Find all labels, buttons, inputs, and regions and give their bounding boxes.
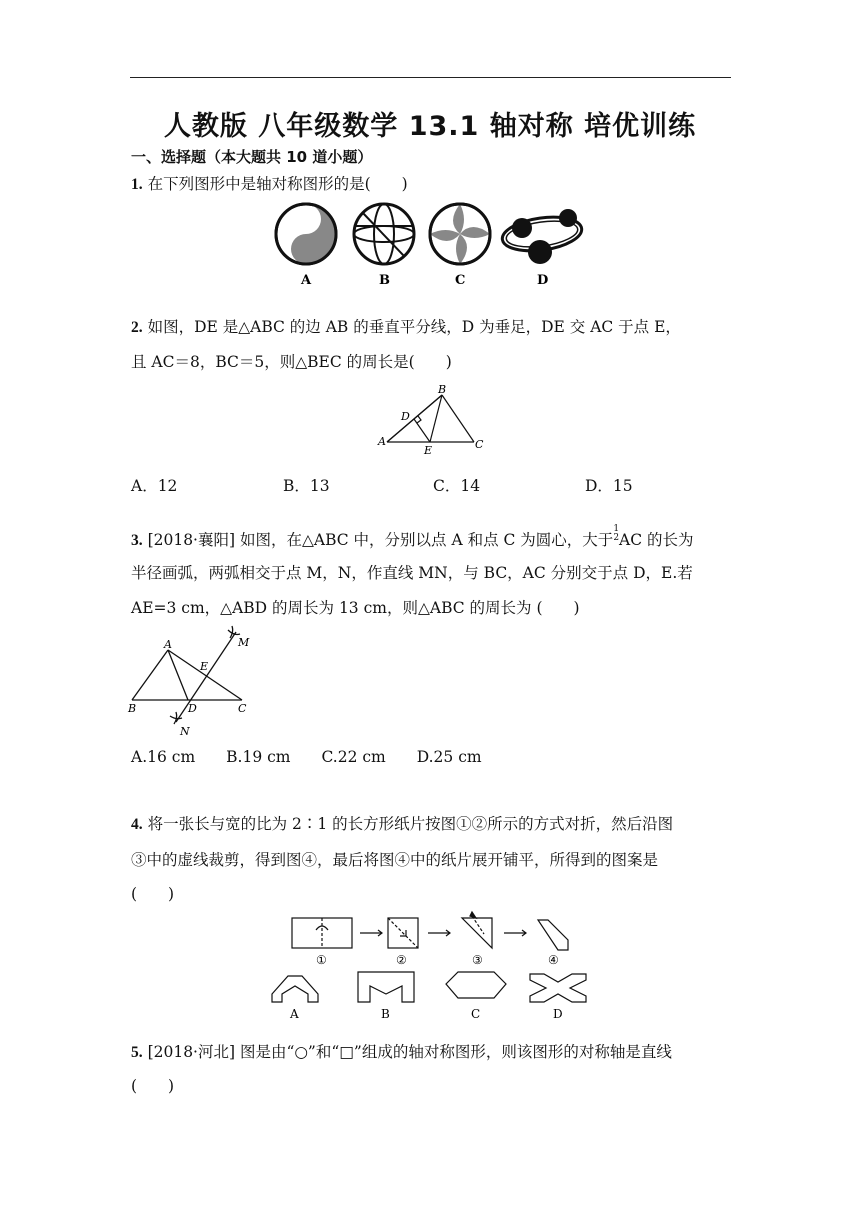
question-text: 将一张长与宽的比为 2∶1 的长方形纸片按图①②所示的方式对折，然后沿图 xyxy=(147,815,674,833)
point-label: M xyxy=(238,636,250,649)
option-b: B．13 xyxy=(283,477,330,495)
question-3-line-3: AE=3 cm，△ABD 的周长为 13 cm，则△ABC 的周长为 ( ) xyxy=(131,599,580,617)
figure-b-sphere-icon xyxy=(354,204,414,264)
q2-triangle-figure xyxy=(374,382,494,458)
question-5 xyxy=(131,1040,672,1062)
figure-label: D xyxy=(537,273,549,288)
figure-label: B xyxy=(379,273,390,288)
section-heading: 一、选择题（本大题共 10 道小题） xyxy=(131,148,373,166)
question-4-line-2: ③中的虚线裁剪，得到图④，最后将图④中的纸片展开铺平，所得到的图案是 xyxy=(131,851,659,869)
figure-c-pinwheel-icon xyxy=(430,204,490,264)
question-number: 2. xyxy=(131,319,143,336)
point-label: D xyxy=(188,702,197,715)
question-number: 4. xyxy=(131,816,143,833)
question-text: [2018·河北] 图是由“○”和“□”组成的轴对称图形，则该图形的对称轴是直线 xyxy=(147,1043,672,1061)
question-text: [2018·襄阳] 如图，在△ABC 中，分别以点 A 和点 C 为圆心，大于 xyxy=(147,531,614,549)
point-label: N xyxy=(180,725,190,738)
question-3-line-2: 半径画弧，两弧相交于点 M，N，作直线 MN，与 BC，AC 分别交于点 D，E.若 xyxy=(131,564,693,582)
option-label: A xyxy=(290,1007,299,1021)
question-1 xyxy=(131,172,408,194)
question-text: 如图，DE 是△ABC 的边 AB 的垂直平分线，D 为垂足，DE 交 AC 于点 E， xyxy=(147,318,681,336)
point-label: A xyxy=(164,638,172,651)
step-label: ③ xyxy=(472,953,483,967)
page-title: 人教版 八年级数学 13.1 轴对称 培优训练 xyxy=(163,111,697,142)
question-3-options: A.16 cm B.19 cm C.22 cm D.25 cm xyxy=(131,748,482,766)
point-label: A xyxy=(378,435,386,448)
point-label: C xyxy=(475,438,484,451)
option-c: C．14 xyxy=(433,477,481,495)
q3-construction-figure xyxy=(126,622,266,738)
q4-folding-figure xyxy=(268,908,598,1024)
question-number: 1. xyxy=(131,176,143,193)
option-label: C xyxy=(471,1007,481,1021)
step-label: ② xyxy=(396,953,407,967)
question-4-line-3: ( ) xyxy=(131,885,175,903)
figure-d-orbit-icon xyxy=(500,209,584,264)
option-label: B xyxy=(381,1007,390,1021)
question-text: 在下列图形中是轴对称图形的是( ) xyxy=(147,175,408,193)
fraction-one-half: 1 2 xyxy=(613,524,620,543)
question-number: 3. xyxy=(131,532,143,549)
question-number: 5. xyxy=(131,1044,143,1061)
step-label: ① xyxy=(316,953,327,967)
point-label: B xyxy=(128,702,137,715)
question-3 xyxy=(131,525,694,550)
header-rule xyxy=(130,77,731,78)
option-d: D．15 xyxy=(585,477,633,495)
point-label: E xyxy=(200,660,209,673)
point-label: D xyxy=(401,410,410,423)
q1-figure xyxy=(270,200,590,288)
step-label: ④ xyxy=(548,953,559,967)
option-a: A．12 xyxy=(131,477,178,495)
point-label: C xyxy=(238,702,247,715)
point-label: E xyxy=(424,444,433,457)
option-label: D xyxy=(553,1007,563,1021)
figure-label: C xyxy=(455,273,466,288)
figure-label: A xyxy=(301,273,312,288)
question-5-line-2: ( ) xyxy=(131,1077,175,1095)
point-label: B xyxy=(438,383,447,396)
question-2 xyxy=(131,315,681,337)
question-text-cont: AC 的长为 xyxy=(619,531,694,549)
figure-a-yinyang-icon xyxy=(276,204,336,264)
question-4 xyxy=(131,812,673,834)
question-2-line-2: 且 AC＝8，BC＝5，则△BEC 的周长是( ) xyxy=(131,353,452,371)
